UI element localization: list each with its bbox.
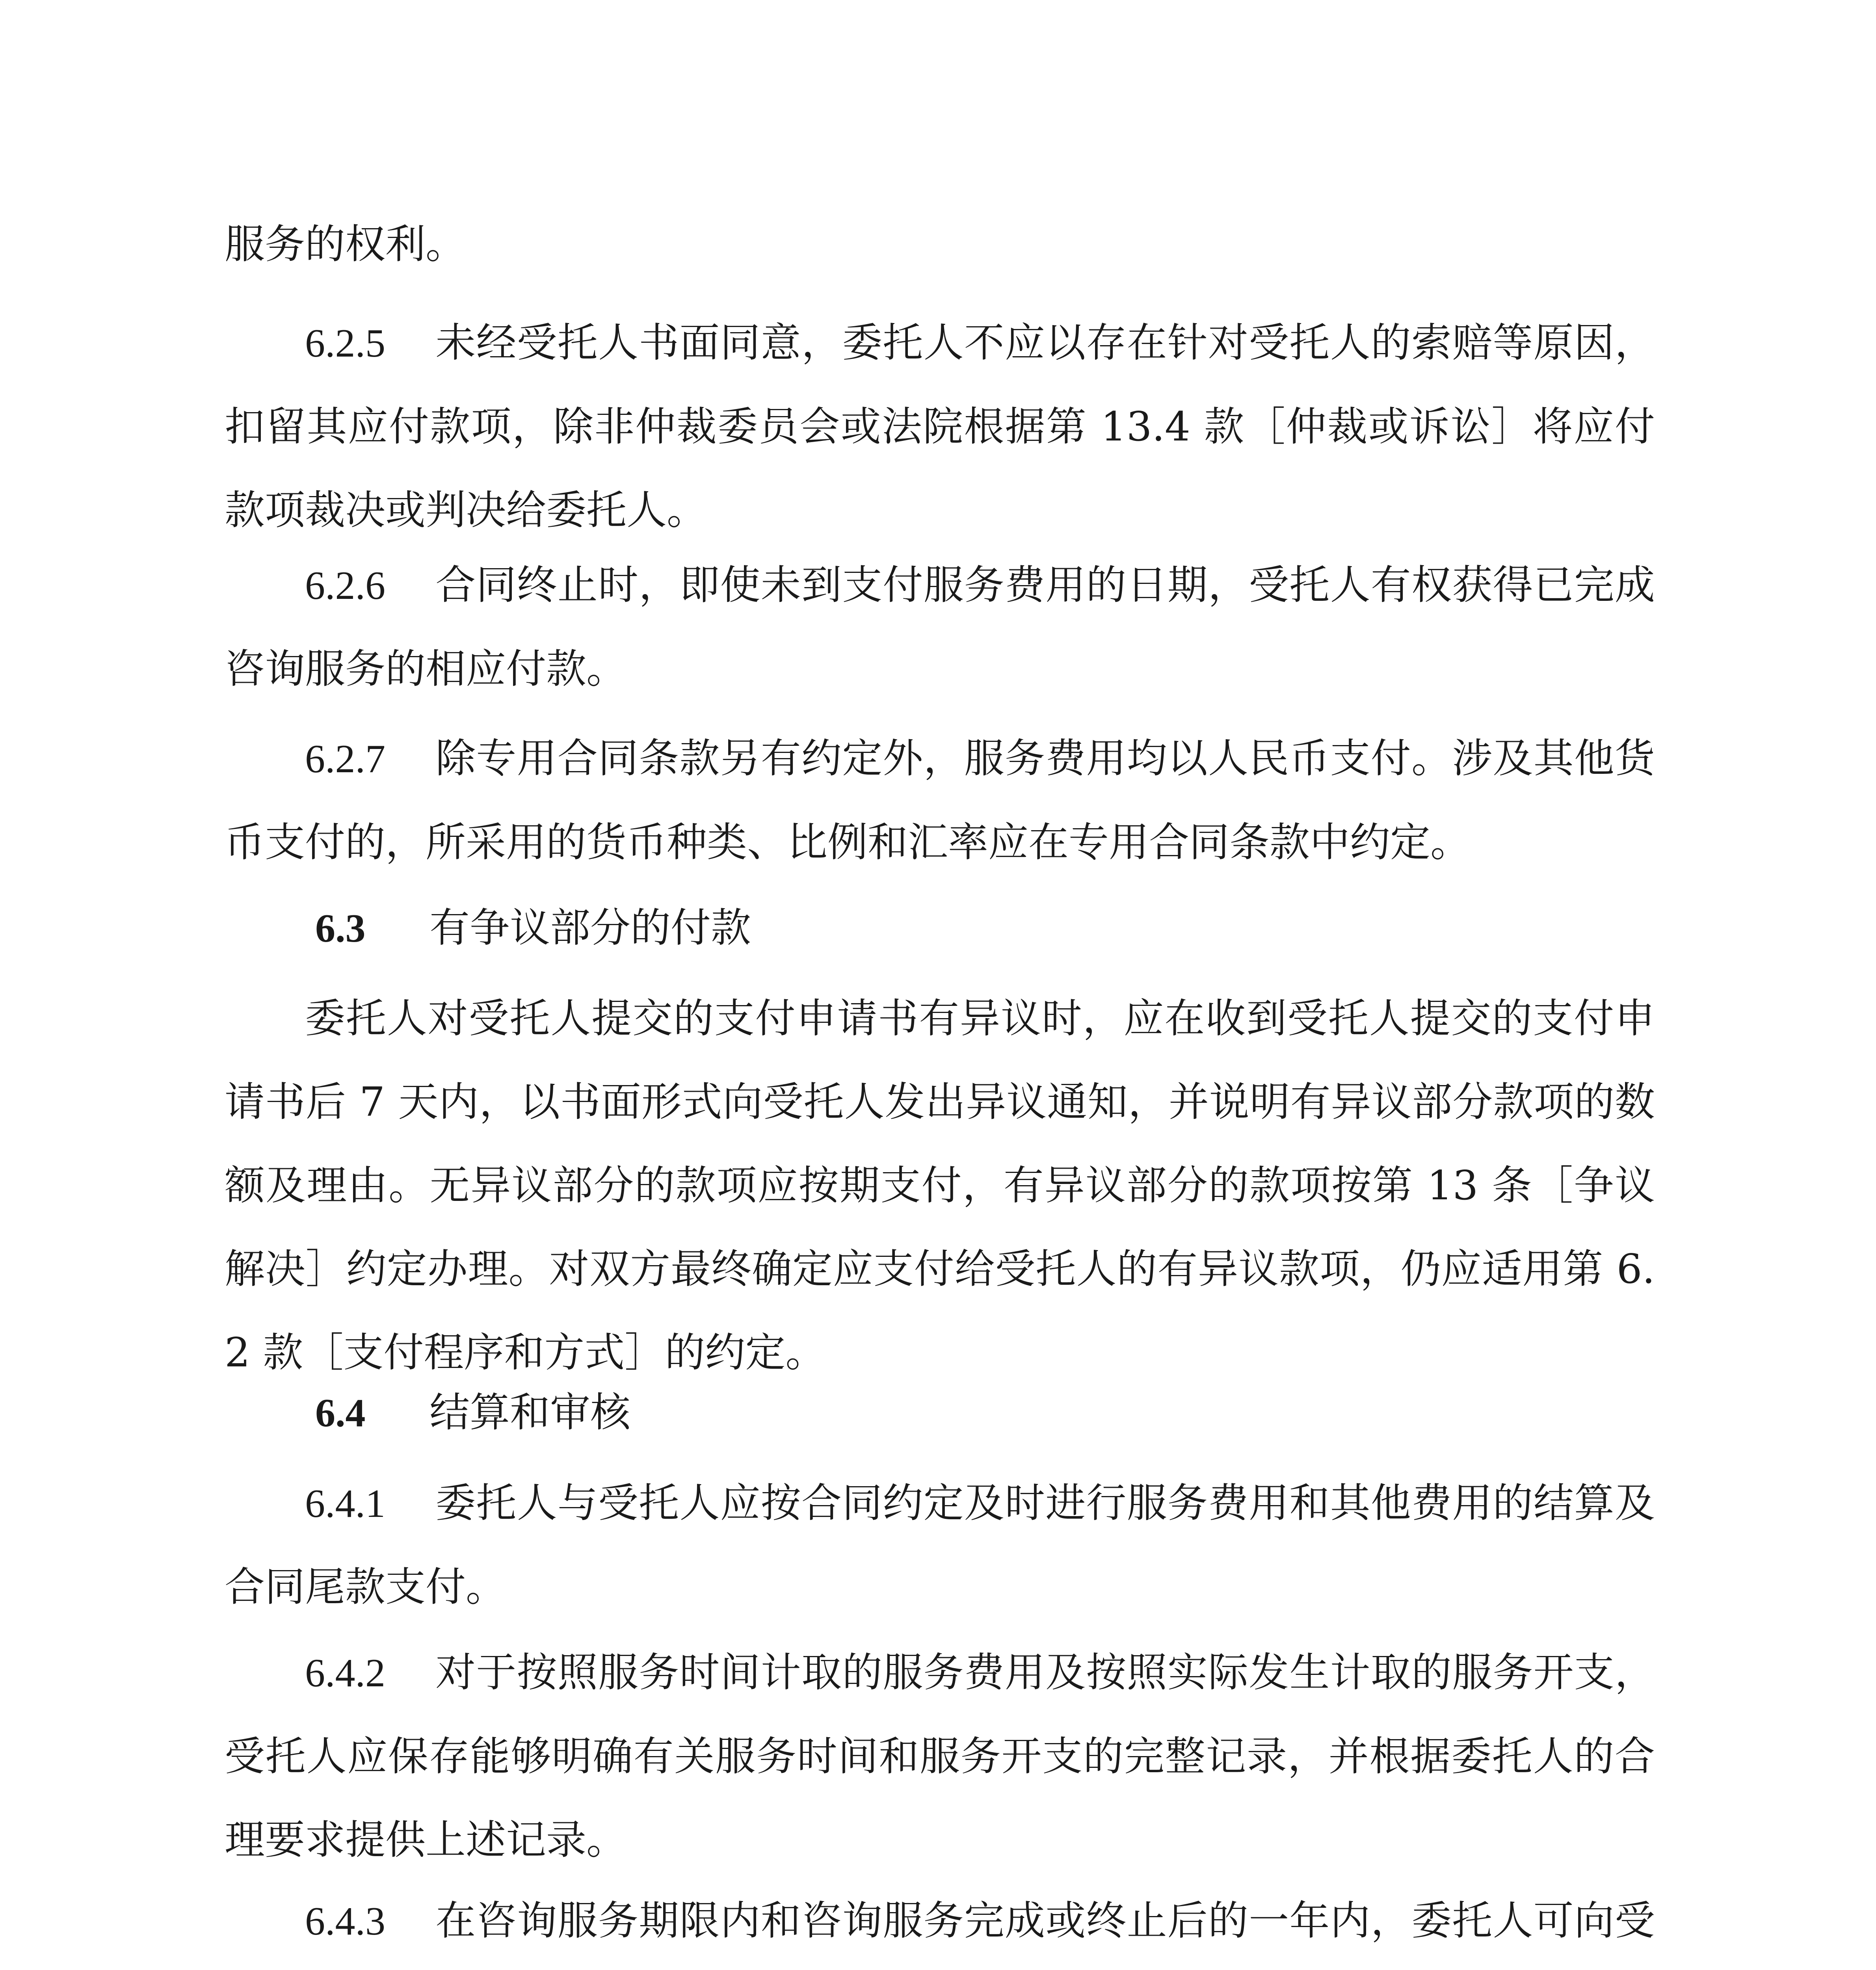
clause-number: 6.2.7: [305, 737, 385, 781]
clause-6-4-2: [225, 1631, 1655, 1882]
section-heading-6-4: [315, 1371, 630, 1455]
clause-text: 除专用合同条款另有约定外，服务费用均以人民币支付。涉及其他货币支付的，所采用的货币种类、比例和汇率应在专用合同条款中约定。: [225, 735, 1655, 866]
section-number: 6.3: [315, 906, 366, 951]
clause-number: 6.4.2: [305, 1651, 385, 1695]
clause-6-2-6: [225, 544, 1655, 711]
clause-number: 6.4.1: [305, 1481, 385, 1526]
section-number: 6.4: [315, 1391, 366, 1435]
clause-text: 在咨询服务期限内和咨询服务完成或终止后的一年内，委托人可向受: [435, 1898, 1655, 1944]
section-heading-6-3: [315, 886, 751, 970]
clause-text: 合同终止时，即使未到支付服务费用的日期，受托人有权获得已完成咨询服务的相应付款。: [225, 562, 1655, 693]
continued-paragraph: 服务的权利。: [225, 221, 466, 268]
clause-6-4-3: [225, 1879, 1655, 1970]
clause-6-2-7: [225, 717, 1655, 885]
clause-6-2-5: [225, 301, 1655, 552]
clause-6-4-1: [225, 1462, 1655, 1629]
clause-text: 未经受托人书面同意，委托人不应以存在针对受托人的索赔等原因，扣留其应付款项，除非仲裁委员会或法院根据第 13.4 款［仲裁或诉讼］将应付款项裁决或判决给委托人。: [225, 320, 1655, 534]
section-6-3-body: 委托人对受托人提交的支付申请书有异议时，应在收到受托人提交的支付申请书后 7 天内，以书面形式向受托人发出异议通知，并说明有异议部分款项的数额及理由。无异议部分的款项应按期支付，有异议部分的款项按第 13 条［争议解决］约定办理。对双方最终确定应支付给受托人的有异议款项，仍应适用第 6.2 款［支付程序和方式］的约定。: [225, 995, 1655, 1376]
clause-text: 对于按照服务时间计取的服务费用及按照实际发生计取的服务开支，受托人应保存能够明确有关服务时间和服务开支的完整记录，并根据委托人的合理要求提供上述记录。: [225, 1649, 1655, 1864]
clause-number: 6.2.5: [305, 321, 385, 366]
clause-number: 6.2.6: [305, 563, 385, 608]
clause-text: 委托人与受托人应按合同约定及时进行服务费用和其他费用的结算及合同尾款支付。: [225, 1480, 1655, 1611]
section-title: 有争议部分的付款: [429, 905, 751, 952]
clause-number: 6.4.3: [305, 1899, 385, 1944]
section-title: 结算和审核: [429, 1389, 630, 1436]
